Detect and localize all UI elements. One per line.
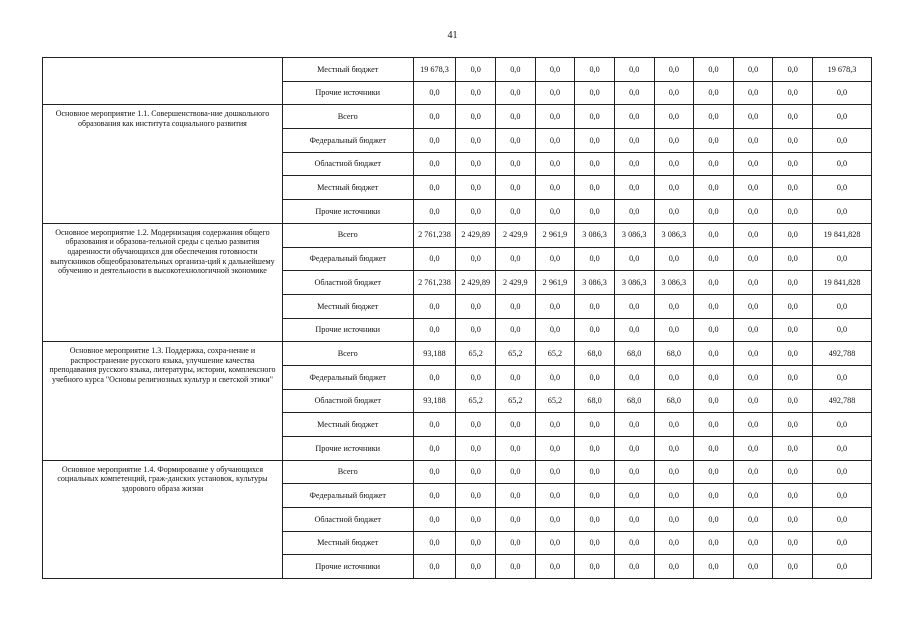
value-cell: 0,0	[694, 318, 734, 342]
value-cell: 68,0	[575, 389, 615, 413]
value-cell: 0,0	[773, 437, 813, 461]
value-cell: 0,0	[456, 531, 496, 555]
value-cell: 0,0	[575, 81, 615, 105]
value-cell: 0,0	[773, 294, 813, 318]
value-cell: 0,0	[575, 105, 615, 129]
value-cell: 0,0	[614, 365, 654, 389]
funding-source: Местный бюджет	[282, 413, 413, 437]
value-cell: 0,0	[413, 129, 456, 153]
value-cell: 0,0	[496, 294, 536, 318]
value-cell: 0,0	[813, 247, 872, 271]
value-cell: 0,0	[733, 460, 773, 484]
table-row	[43, 342, 872, 366]
value-cell: 0,0	[614, 531, 654, 555]
value-cell: 0,0	[773, 413, 813, 437]
value-cell: 0,0	[614, 200, 654, 224]
value-cell: 0,0	[813, 294, 872, 318]
funding-source: Всего	[282, 105, 413, 129]
value-cell: 0,0	[733, 58, 773, 82]
value-cell: 0,0	[773, 223, 813, 247]
value-cell: 0,0	[413, 318, 456, 342]
value-cell: 0,0	[733, 81, 773, 105]
value-cell: 0,0	[614, 105, 654, 129]
funding-source: Областной бюджет	[282, 271, 413, 295]
value-cell: 0,0	[496, 365, 536, 389]
value-cell: 0,0	[535, 58, 575, 82]
value-cell: 0,0	[654, 484, 694, 508]
value-cell: 0,0	[496, 413, 536, 437]
value-cell: 0,0	[773, 365, 813, 389]
value-cell: 0,0	[535, 81, 575, 105]
value-cell: 0,0	[456, 152, 496, 176]
funding-source: Местный бюджет	[282, 58, 413, 82]
value-cell: 0,0	[575, 152, 615, 176]
value-cell: 3 086,3	[575, 223, 615, 247]
value-cell: 0,0	[654, 176, 694, 200]
value-cell: 0,0	[496, 484, 536, 508]
value-cell: 0,0	[733, 318, 773, 342]
value-cell: 3 086,3	[614, 223, 654, 247]
value-cell: 0,0	[575, 460, 615, 484]
value-cell: 0,0	[773, 152, 813, 176]
value-cell: 0,0	[773, 81, 813, 105]
value-cell: 0,0	[733, 129, 773, 153]
value-cell: 2 961,9	[535, 271, 575, 295]
value-cell: 0,0	[733, 200, 773, 224]
value-cell: 0,0	[813, 105, 872, 129]
activity-title: Основное мероприятие 1.2. Модернизация содержания общего образования и образова-тельной среды с целью развития одаренности обучающихся для обеспечения готовности выпускников общеобразовательных организа-ций к дальнейшему обучению и деятельности в высокотехнологичной экономике	[43, 223, 283, 341]
funding-source: Областной бюджет	[282, 508, 413, 532]
value-cell: 0,0	[694, 271, 734, 295]
funding-source: Федеральный бюджет	[282, 247, 413, 271]
value-cell: 65,2	[496, 389, 536, 413]
value-cell: 0,0	[654, 152, 694, 176]
value-cell: 0,0	[694, 223, 734, 247]
value-cell: 0,0	[813, 484, 872, 508]
value-cell: 0,0	[456, 294, 496, 318]
value-cell: 2 429,9	[496, 223, 536, 247]
value-cell: 0,0	[535, 413, 575, 437]
funding-source: Местный бюджет	[282, 294, 413, 318]
value-cell: 0,0	[773, 200, 813, 224]
funding-source: Прочие источники	[282, 200, 413, 224]
value-cell: 0,0	[654, 81, 694, 105]
value-cell: 19 841,828	[813, 271, 872, 295]
value-cell: 65,2	[456, 342, 496, 366]
value-cell: 0,0	[614, 413, 654, 437]
value-cell: 0,0	[694, 342, 734, 366]
value-cell: 0,0	[413, 413, 456, 437]
page-number: 41	[447, 30, 458, 41]
value-cell: 0,0	[614, 460, 654, 484]
value-cell: 65,2	[496, 342, 536, 366]
funding-source: Областной бюджет	[282, 152, 413, 176]
value-cell: 0,0	[654, 294, 694, 318]
funding-source: Федеральный бюджет	[282, 484, 413, 508]
value-cell: 0,0	[496, 460, 536, 484]
value-cell: 0,0	[413, 81, 456, 105]
value-cell: 0,0	[535, 437, 575, 461]
value-cell: 19 841,828	[813, 223, 872, 247]
value-cell: 0,0	[496, 531, 536, 555]
value-cell: 0,0	[733, 389, 773, 413]
value-cell: 0,0	[773, 508, 813, 532]
value-cell: 0,0	[413, 294, 456, 318]
funding-source: Федеральный бюджет	[282, 129, 413, 153]
value-cell: 0,0	[413, 484, 456, 508]
value-cell: 0,0	[654, 508, 694, 532]
value-cell: 0,0	[773, 58, 813, 82]
value-cell: 68,0	[575, 342, 615, 366]
funding-source: Прочие источники	[282, 318, 413, 342]
value-cell: 0,0	[614, 318, 654, 342]
value-cell: 0,0	[456, 247, 496, 271]
value-cell: 2 429,89	[456, 223, 496, 247]
value-cell: 0,0	[496, 58, 536, 82]
value-cell: 0,0	[694, 531, 734, 555]
value-cell: 0,0	[733, 531, 773, 555]
value-cell: 0,0	[575, 555, 615, 579]
value-cell: 68,0	[614, 389, 654, 413]
value-cell: 0,0	[773, 555, 813, 579]
value-cell: 2 761,238	[413, 271, 456, 295]
value-cell: 0,0	[694, 105, 734, 129]
funding-source: Всего	[282, 460, 413, 484]
value-cell: 0,0	[694, 460, 734, 484]
funding-source: Местный бюджет	[282, 176, 413, 200]
value-cell: 0,0	[614, 81, 654, 105]
value-cell: 0,0	[535, 555, 575, 579]
value-cell: 0,0	[733, 223, 773, 247]
value-cell: 3 086,3	[575, 271, 615, 295]
value-cell: 0,0	[614, 294, 654, 318]
value-cell: 0,0	[813, 152, 872, 176]
value-cell: 0,0	[575, 294, 615, 318]
value-cell: 0,0	[813, 460, 872, 484]
funding-source: Всего	[282, 342, 413, 366]
value-cell: 0,0	[733, 247, 773, 271]
value-cell: 0,0	[654, 318, 694, 342]
value-cell: 0,0	[694, 437, 734, 461]
value-cell: 0,0	[496, 129, 536, 153]
value-cell: 0,0	[654, 58, 694, 82]
value-cell: 0,0	[456, 58, 496, 82]
value-cell: 0,0	[535, 508, 575, 532]
value-cell: 0,0	[733, 365, 773, 389]
value-cell: 0,0	[456, 413, 496, 437]
value-cell: 0,0	[456, 437, 496, 461]
value-cell: 0,0	[733, 105, 773, 129]
value-cell: 0,0	[575, 318, 615, 342]
value-cell: 2 961,9	[535, 223, 575, 247]
value-cell: 0,0	[694, 129, 734, 153]
value-cell: 3 086,3	[654, 223, 694, 247]
value-cell: 19 678,3	[413, 58, 456, 82]
value-cell: 0,0	[575, 484, 615, 508]
value-cell: 0,0	[694, 200, 734, 224]
value-cell: 0,0	[535, 247, 575, 271]
value-cell: 0,0	[496, 318, 536, 342]
value-cell: 93,188	[413, 342, 456, 366]
value-cell: 0,0	[813, 200, 872, 224]
value-cell: 0,0	[694, 484, 734, 508]
value-cell: 0,0	[813, 81, 872, 105]
value-cell: 93,188	[413, 389, 456, 413]
value-cell: 65,2	[456, 389, 496, 413]
value-cell: 0,0	[413, 555, 456, 579]
value-cell: 0,0	[694, 413, 734, 437]
value-cell: 492,788	[813, 342, 872, 366]
value-cell: 0,0	[813, 176, 872, 200]
value-cell: 0,0	[694, 247, 734, 271]
funding-source: Федеральный бюджет	[282, 365, 413, 389]
value-cell: 0,0	[456, 200, 496, 224]
value-cell: 0,0	[654, 129, 694, 153]
value-cell: 0,0	[773, 484, 813, 508]
value-cell: 0,0	[694, 389, 734, 413]
value-cell: 0,0	[575, 531, 615, 555]
value-cell: 0,0	[535, 294, 575, 318]
value-cell: 0,0	[773, 531, 813, 555]
value-cell: 0,0	[813, 555, 872, 579]
value-cell: 0,0	[575, 176, 615, 200]
value-cell: 0,0	[733, 176, 773, 200]
value-cell: 0,0	[773, 460, 813, 484]
value-cell: 0,0	[456, 176, 496, 200]
funding-source: Прочие источники	[282, 555, 413, 579]
value-cell: 0,0	[733, 271, 773, 295]
value-cell: 0,0	[413, 152, 456, 176]
value-cell: 0,0	[496, 437, 536, 461]
table-row	[43, 460, 872, 484]
value-cell: 2 761,238	[413, 223, 456, 247]
value-cell: 0,0	[535, 105, 575, 129]
value-cell: 0,0	[813, 413, 872, 437]
value-cell: 0,0	[654, 460, 694, 484]
funding-source: Всего	[282, 223, 413, 247]
value-cell: 0,0	[773, 247, 813, 271]
value-cell: 0,0	[456, 81, 496, 105]
value-cell: 0,0	[496, 105, 536, 129]
funding-source: Прочие источники	[282, 81, 413, 105]
value-cell: 0,0	[694, 508, 734, 532]
value-cell: 0,0	[413, 437, 456, 461]
value-cell: 0,0	[614, 484, 654, 508]
value-cell: 0,0	[733, 294, 773, 318]
activity-title: Основное мероприятие 1.3. Поддержка, сохра-нение и распространение русского языка, улучшение качества преподавания русского языка, литературы, истории, комплексного учебного курса "Основы религиозных культур и светской этики"	[43, 342, 283, 460]
value-cell: 0,0	[535, 152, 575, 176]
value-cell: 0,0	[496, 508, 536, 532]
value-cell: 0,0	[733, 555, 773, 579]
funding-table	[42, 57, 872, 579]
value-cell: 0,0	[535, 318, 575, 342]
value-cell: 0,0	[496, 81, 536, 105]
value-cell: 0,0	[614, 247, 654, 271]
value-cell: 68,0	[654, 342, 694, 366]
value-cell: 0,0	[456, 508, 496, 532]
value-cell: 0,0	[773, 105, 813, 129]
value-cell: 0,0	[654, 365, 694, 389]
value-cell: 0,0	[773, 271, 813, 295]
value-cell: 0,0	[496, 200, 536, 224]
value-cell: 0,0	[654, 437, 694, 461]
value-cell: 0,0	[654, 247, 694, 271]
value-cell: 0,0	[413, 365, 456, 389]
value-cell: 0,0	[496, 555, 536, 579]
value-cell: 0,0	[456, 129, 496, 153]
value-cell: 0,0	[456, 318, 496, 342]
value-cell: 0,0	[413, 531, 456, 555]
value-cell: 0,0	[575, 413, 615, 437]
value-cell: 0,0	[413, 460, 456, 484]
value-cell: 0,0	[614, 176, 654, 200]
value-cell: 0,0	[496, 176, 536, 200]
value-cell: 2 429,89	[456, 271, 496, 295]
value-cell: 0,0	[654, 531, 694, 555]
value-cell: 0,0	[575, 129, 615, 153]
value-cell: 0,0	[694, 81, 734, 105]
value-cell: 0,0	[654, 555, 694, 579]
value-cell: 0,0	[575, 365, 615, 389]
activity-cell-empty	[43, 58, 283, 105]
value-cell: 0,0	[614, 152, 654, 176]
table-row	[43, 223, 872, 247]
value-cell: 0,0	[773, 318, 813, 342]
table-row	[43, 58, 872, 82]
value-cell: 0,0	[535, 365, 575, 389]
value-cell: 0,0	[575, 437, 615, 461]
value-cell: 0,0	[654, 200, 694, 224]
value-cell: 0,0	[614, 437, 654, 461]
value-cell: 0,0	[733, 413, 773, 437]
value-cell: 19 678,3	[813, 58, 872, 82]
value-cell: 68,0	[654, 389, 694, 413]
value-cell: 0,0	[773, 389, 813, 413]
value-cell: 0,0	[694, 176, 734, 200]
value-cell: 0,0	[575, 247, 615, 271]
value-cell: 0,0	[575, 508, 615, 532]
value-cell: 0,0	[456, 460, 496, 484]
activity-title: Основное мероприятие 1.1. Совершенствова-ние дошкольного образования как института социального развития	[43, 105, 283, 223]
value-cell: 0,0	[813, 531, 872, 555]
value-cell: 0,0	[496, 152, 536, 176]
value-cell: 0,0	[813, 318, 872, 342]
value-cell: 0,0	[456, 555, 496, 579]
value-cell: 65,2	[535, 342, 575, 366]
value-cell: 0,0	[614, 129, 654, 153]
value-cell: 0,0	[694, 294, 734, 318]
value-cell: 0,0	[813, 365, 872, 389]
value-cell: 0,0	[733, 342, 773, 366]
value-cell: 0,0	[773, 342, 813, 366]
value-cell: 0,0	[575, 58, 615, 82]
value-cell: 0,0	[413, 200, 456, 224]
value-cell: 0,0	[733, 437, 773, 461]
value-cell: 0,0	[733, 508, 773, 532]
value-cell: 0,0	[733, 152, 773, 176]
value-cell: 0,0	[456, 105, 496, 129]
value-cell: 0,0	[654, 105, 694, 129]
value-cell: 0,0	[654, 413, 694, 437]
activity-title: Основное мероприятие 1.4. Формирование у обучающихся социальных компетенций, граж-данских установок, культуры здорового образа жизни	[43, 460, 283, 578]
value-cell: 0,0	[813, 437, 872, 461]
value-cell: 68,0	[614, 342, 654, 366]
value-cell: 0,0	[535, 531, 575, 555]
value-cell: 3 086,3	[614, 271, 654, 295]
value-cell: 0,0	[694, 365, 734, 389]
value-cell: 0,0	[456, 365, 496, 389]
funding-source: Областной бюджет	[282, 389, 413, 413]
value-cell: 0,0	[413, 176, 456, 200]
value-cell: 0,0	[773, 176, 813, 200]
value-cell: 0,0	[413, 508, 456, 532]
value-cell: 0,0	[733, 484, 773, 508]
value-cell: 2 429,9	[496, 271, 536, 295]
value-cell: 0,0	[694, 58, 734, 82]
value-cell: 0,0	[456, 484, 496, 508]
value-cell: 492,788	[813, 389, 872, 413]
value-cell: 0,0	[694, 152, 734, 176]
funding-source: Прочие источники	[282, 437, 413, 461]
value-cell: 0,0	[535, 484, 575, 508]
value-cell: 3 086,3	[654, 271, 694, 295]
value-cell: 0,0	[535, 176, 575, 200]
funding-source: Местный бюджет	[282, 531, 413, 555]
value-cell: 0,0	[535, 200, 575, 224]
value-cell: 0,0	[413, 105, 456, 129]
value-cell: 0,0	[496, 247, 536, 271]
value-cell: 0,0	[535, 460, 575, 484]
value-cell: 0,0	[575, 200, 615, 224]
value-cell: 0,0	[694, 555, 734, 579]
value-cell: 0,0	[614, 555, 654, 579]
value-cell: 65,2	[535, 389, 575, 413]
value-cell: 0,0	[773, 129, 813, 153]
value-cell: 0,0	[413, 247, 456, 271]
value-cell: 0,0	[813, 129, 872, 153]
value-cell: 0,0	[813, 508, 872, 532]
value-cell: 0,0	[614, 508, 654, 532]
value-cell: 0,0	[614, 58, 654, 82]
value-cell: 0,0	[535, 129, 575, 153]
table-row	[43, 105, 872, 129]
